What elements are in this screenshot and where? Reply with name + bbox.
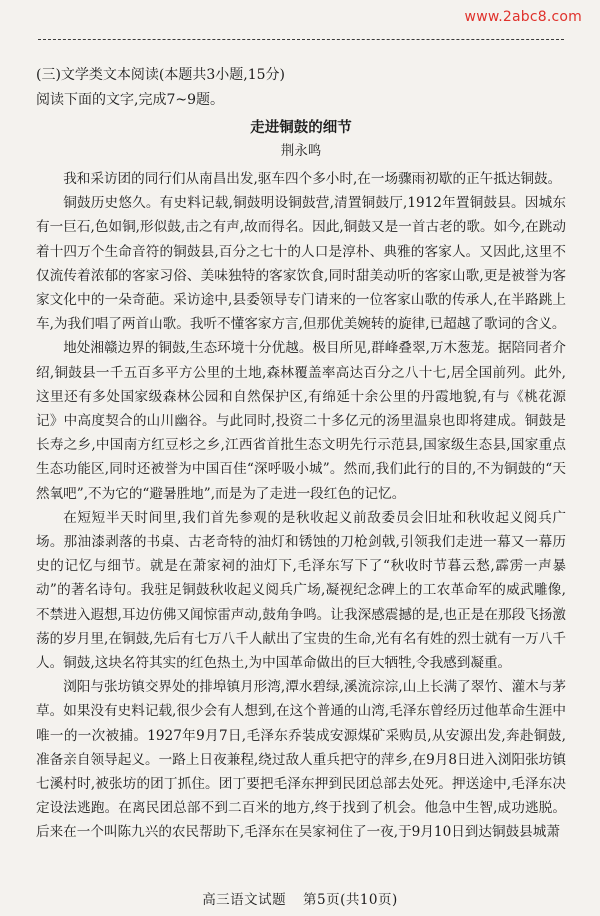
article-paragraph: 我和采访团的同行们从南昌出发,驱车四个多小时,在一场骤雨初歇的正午抵达铜鼓。	[63, 171, 562, 187]
article-paragraph: 在短短半天时间里,我们首先参观的是秋收起义前敌委员会旧址和秋收起义阅兵广场。那油漆剥落的书桌、古老奇特的油灯和锈蚀的刀枪剑戟,引领我们走进一幕又一幕历史的记忆与细节。就是在萧家祠的油灯下,毛泽东写下了“秋收时节暮云愁,霹雳一声暴动”的著名诗句。我驻足铜鼓秋收起义阅兵广场,凝视纪念碑上的工农革命军的威武雕像,不禁进入遐想,耳边仿佛又闻惊雷声动,鼓角争鸣。让我深感震撼的是,也正是在那段飞扬激荡的岁月里,在铜鼓,先后有七万八千人献出了宝贵的生命,光有名有姓的烈士就有一万八千人。铜鼓,这块名符其实的红色热土,为中国革命做出的巨大牺牲,令我感到凝重。	[36, 509, 566, 672]
article-paragraph: 地处湘赣边界的铜鼓,生态环境十分优越。极目所见,群峰叠翠,万木葱茏。据陪同者介绍,铜鼓县一千五百多平方公里的土地,森林覆盖率高达百分之八十七,居全国前列。此外,这里还有多处国家级森林公园和自然保护区,有绵延十余公里的丹霞地貌,有与《桃花源记》中高度契合的山川幽谷。与此同时,投资二十多亿元的汤里温泉也即将建成。铜鼓是长寿之乡,中国南方红豆杉之乡,江西省首批生态文明先行示范县,国家级生态县,国家重点生态功能区,同时还被誉为中国百佳“深呼吸小城”。然而,我们此行的目的,不为铜鼓的“天然氧吧”,不为它的“避暑胜地”,而是为了走进一段红色的记忆。	[36, 340, 566, 502]
instruction-text: 阅读下面的文字,完成7~9题。	[36, 92, 224, 108]
watermark-text: www.2abc8.com	[464, 9, 582, 25]
article-author: 荆永鸣	[280, 143, 322, 159]
footer-page-number: 第5页(共10页)	[302, 892, 398, 908]
article-title: 走进铜鼓的细节	[250, 120, 352, 136]
article-paragraph: 铜鼓历史悠久。有史料记载,铜鼓明设铜鼓营,清置铜鼓厅,1912年置铜鼓县。因城东有一巨石,色如铜,形似鼓,击之有声,故而得名。因此,铜鼓又是一首古老的歌。如今,在跳动着十四万个生命音符的铜鼓县,百分之七十的人口是淳朴、典雅的客家人。又因此,这里不仅流传着浓郁的客家习俗、美味独特的客家饮食,同时甜美动听的客家山歌,更是被誉为客家文化中的一朵奇葩。采访途中,县委领导专门请来的一位客家山歌的传承人,在半路跳上车,为我们唱了两首山歌。我听不懂客家方言,但那优美婉转的旋律,已超越了歌词的含义。	[36, 195, 566, 333]
header-divider	[38, 39, 564, 40]
page-footer	[0, 888, 600, 908]
footer-subject: 高三语文试题	[202, 892, 287, 908]
article-paragraph: 浏阳与张坊镇交界处的排埠镇月形湾,潭水碧绿,溪流淙淙,山上长满了翠竹、灌木与茅草。如果没有史料记载,很少会有人想到,在这个普通的山湾,毛泽东曾经历过他革命生涯中唯一的一次被捕。1927年9月7日,毛泽东乔装成安源煤矿采购员,从安源出发,奔赴铜鼓,准备亲自领导起义。一路上日夜兼程,绕过敌人重兵把守的萍乡,在9月8日进入浏阳张坊镇七溪村时,被张坊的团丁抓住。团丁要把毛泽东押到民团总部去处死。押送途中,毛泽东决定设法逃跑。在离民团总部不到二百米的地方,终于找到了机会。他急中生智,成功逃脱。后来在一个叫陈九兴的农民帮助下,毛泽东在吴家祠住了一夜,于9月10日到达铜鼓县城萧	[36, 679, 566, 841]
section-title: (三)文学类文本阅读(本题共3小题,15分)	[36, 67, 286, 83]
page-content	[36, 66, 566, 845]
